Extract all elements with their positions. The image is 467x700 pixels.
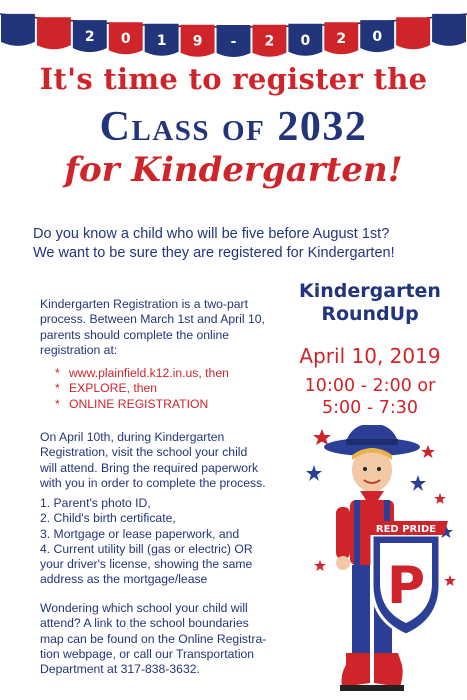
- asterisk-icon: *: [55, 366, 60, 380]
- online-registration-step-item: [55, 397, 300, 412]
- roundup-time-1: 10:00 - 2:00 or: [304, 376, 436, 396]
- roundup-time-2: 5:00 - 7:30: [321, 398, 419, 418]
- text-line: tion webpage, or call our Transportation: [40, 646, 255, 661]
- text-line: process. Between March 1st and April 10,: [40, 312, 265, 327]
- text-line: attend? A link to the school boundaries: [40, 616, 249, 631]
- text-line: Wondering which school your child will: [40, 601, 248, 615]
- list-item: address as the mortgage/lease: [40, 572, 208, 587]
- headline-for-kindergarten: for Kindergarten!: [64, 150, 403, 190]
- text-line: Department at 317-838-3632.: [40, 662, 200, 677]
- registration-paragraph: [40, 297, 285, 358]
- pennant-flag: [432, 14, 466, 46]
- text-line: will attend. Bring the required paperwork: [40, 460, 259, 475]
- list-item: 2. Child's birth certificate,: [40, 511, 176, 526]
- asterisk-icon: *: [55, 381, 60, 396]
- red-pride-ribbon-text: RED PRIDE: [375, 524, 437, 535]
- list-item: 1. Parent's photo ID,: [40, 496, 151, 510]
- pennant-character: 0: [300, 32, 311, 49]
- list-item: 4. Current utility bill (gas or electric) OR: [40, 541, 253, 556]
- text-line: map can be found on the Online Registra-: [40, 631, 267, 646]
- star-icon: [306, 465, 322, 481]
- pennant-flag: [396, 17, 430, 49]
- star-icon: [444, 575, 456, 586]
- pennant-character: 0: [372, 29, 383, 46]
- intro-text: [33, 225, 463, 263]
- text-line: parents should complete the online: [40, 327, 230, 342]
- asterisk-icon: *: [55, 396, 60, 411]
- list-item: 3. Mortgage or lease paperwork, and: [40, 526, 240, 541]
- step-text: EXPLORE, then: [69, 381, 158, 396]
- school-boundaries-paragraph: [40, 601, 285, 677]
- april-10-paragraph: [40, 430, 285, 491]
- link-text: www.plainfield.k12.in.us, then: [69, 366, 229, 380]
- pennant-flag: [1, 14, 35, 46]
- red-pride-mascot-illustration: [300, 425, 460, 700]
- roundup-title-line-1: Kindergarten: [299, 280, 441, 302]
- text-line: Kindergarten Registration is a two-part: [40, 297, 248, 311]
- pennant-character: 2: [336, 31, 347, 48]
- text-line: Registration, visit the school your child: [40, 445, 248, 460]
- pennant-character: 2: [84, 29, 95, 46]
- pennant-character: 1: [156, 32, 167, 49]
- intro-line-2: We want to be sure they are registered for Kindergarten!: [33, 245, 395, 261]
- star-icon: [410, 475, 426, 491]
- step-text: ONLINE REGISTRATION: [69, 396, 209, 411]
- text-line: with you in order to complete the process.: [40, 475, 266, 490]
- pennant-character: -: [230, 34, 237, 50]
- roundup-date: April 10, 2019: [299, 344, 441, 368]
- text-line: On April 10th, during Kindergarten: [40, 430, 225, 444]
- explore-step-item: [55, 381, 300, 396]
- star-icon: [434, 493, 446, 504]
- star-icon: [314, 560, 326, 571]
- shield-letter: P: [386, 556, 426, 616]
- pennant-character: 0: [120, 31, 131, 48]
- roundup-title-line-2: RoundUp: [321, 303, 419, 325]
- website-link-item[interactable]: [55, 366, 300, 381]
- headline-line-1: It's time to register the: [39, 62, 428, 96]
- required-documents-list: [40, 496, 285, 588]
- pennant-flag: [37, 17, 71, 49]
- pennant-character: 2: [264, 33, 275, 50]
- headline-class-of-2032: Class of 2032: [99, 104, 368, 150]
- roundup-times: [285, 375, 455, 419]
- intro-line-1: Do you know a child who will be five before August 1st?: [33, 226, 390, 242]
- text-line: registration at:: [40, 342, 118, 357]
- pennant-banner: [0, 0, 467, 70]
- list-item: your driver's license, showing the same: [40, 557, 253, 572]
- pennant-character: 9: [192, 33, 203, 50]
- star-icon: [313, 429, 331, 445]
- registration-steps-list: [55, 366, 300, 412]
- star-icon: [421, 445, 435, 458]
- roundup-title: [285, 280, 455, 326]
